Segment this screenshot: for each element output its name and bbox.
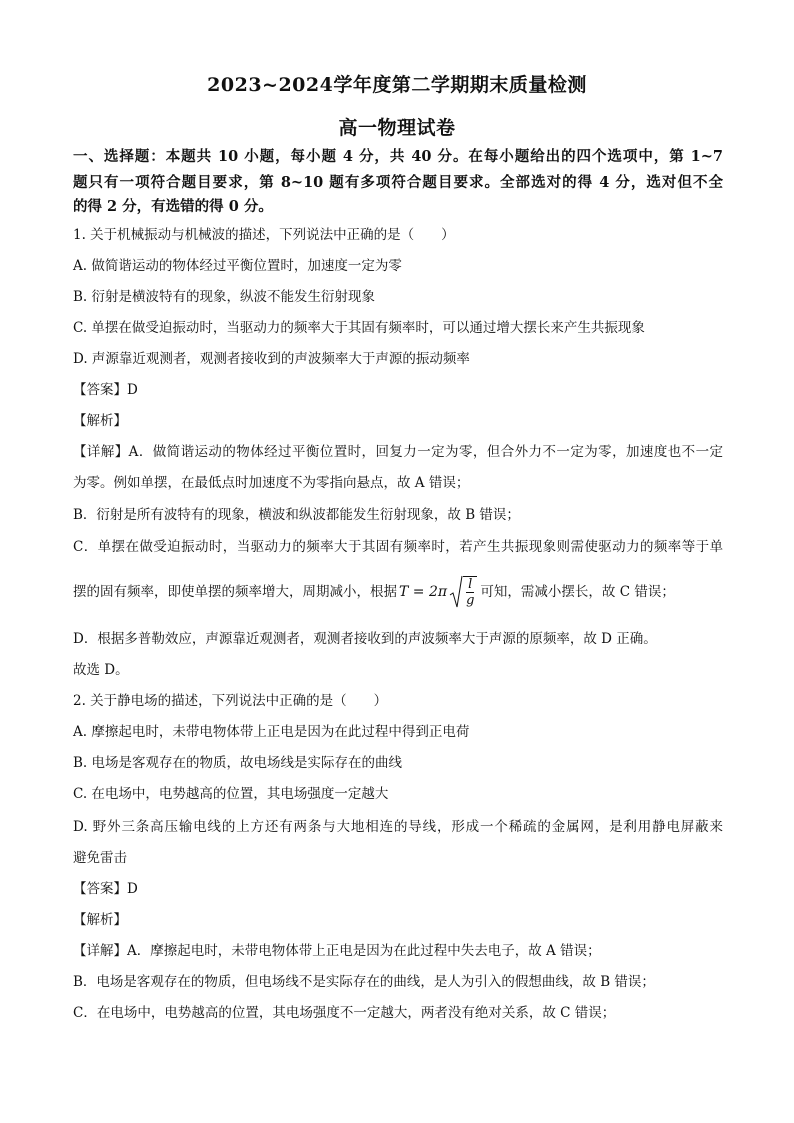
q1-formula-line (73, 575, 723, 609)
section-instructions-line-2: 题只有一项符合题目要求，第 8~10 题有多项符合题目要求。全部选对的得 4 分，选对但不全 (73, 174, 723, 191)
q1-detail-line-1: 【详解】A．做简谐运动的物体经过平衡位置时，回复力一定为零，但合外力不一定为零，加速度也不一定 (73, 444, 723, 460)
fraction-denominator: g (466, 593, 475, 608)
q2-option-d: D. 野外三条高压输电线的上方还有两条与大地相连的导线，形成一个稀疏的金属网，是利用静电屏蔽来 (73, 819, 723, 835)
q1-formula-suffix: 可知，需减小摆长，故 C 错误； (480, 584, 675, 600)
q2-analysis-label: 【解析】 (73, 912, 127, 928)
q1-formula-prefix: 摆的固有频率，即使单摆的频率增大，周期减小，根据 (73, 584, 397, 600)
fraction-numerator: l (468, 577, 473, 592)
q2-detail-line-1: 【详解】A．摩擦起电时，未带电物体带上正电是因为在此过程中失去电子，故 A 错误； (73, 943, 601, 959)
exam-title: 2023~2024学年度第二学期期末质量检测 (207, 74, 587, 96)
q1-conclusion: 故选 D。 (73, 662, 129, 678)
section-instructions-line-1: 一、选择题：本题共 10 小题，每小题 4 分，共 40 分。在每小题给出的四个选项中，第 1~7 (73, 148, 723, 165)
sqrt-expression (449, 575, 477, 609)
exam-subtitle: 高一物理试卷 (338, 117, 456, 139)
q2-option-a: A. 摩擦起电时，未带电物体带上正电是因为在此过程中得到正电荷 (73, 724, 470, 740)
q2-option-c: C. 在电场中，电势越高的位置，其电场强度一定越大 (73, 786, 389, 802)
sqrt-sign-icon (449, 575, 463, 609)
q2-stem: 2. 关于静电场的描述，下列说法中正确的是（ ） (73, 693, 388, 709)
q1-detail-line-2: 为零。例如单摆，在最低点时加速度不为零指向悬点，故 A 错误； (73, 475, 470, 491)
q1-detail-d: D．根据多普勒效应，声源靠近观测者，观测者接收到的声波频率大于声源的原频率，故 D 正确。 (73, 631, 657, 647)
period-formula (399, 583, 447, 601)
q1-answer: 【答案】D (73, 382, 138, 398)
q2-answer: 【答案】D (73, 881, 138, 897)
q1-option-a: A. 做简谐运动的物体经过平衡位置时，加速度一定为零 (73, 258, 402, 274)
q1-detail-line-3: B．衍射是所有波特有的现象，横波和纵波都能发生衍射现象，故 B 错误； (73, 507, 520, 523)
q1-analysis-label: 【解析】 (73, 413, 127, 429)
q2-option-d-cont: 避免雷击 (73, 850, 127, 866)
q2-option-b: B. 电场是客观存在的物质，故电场线是实际存在的曲线 (73, 755, 403, 771)
formula-t-part: T = 2π (399, 584, 448, 600)
fraction (463, 576, 477, 608)
q1-detail-line-4: C．单摆在做受迫振动时，当驱动力的频率大于其固有频率时，若产生共振现象则需使驱动力的频率等于单 (73, 539, 723, 555)
q2-detail-line-3: C．在电场中，电势越高的位置，其电场强度不一定越大，两者没有绝对关系，故 C 错误； (73, 1005, 616, 1021)
q1-option-c: C. 单摆在做受迫振动时，当驱动力的频率大于其固有频率时，可以通过增大摆长来产生共振现象 (73, 320, 645, 336)
q1-stem: 1. 关于机械振动与机械波的描述，下列说法中正确的是（ ） (73, 227, 455, 243)
q2-detail-line-2: B．电场是客观存在的物质，但电场线不是实际存在的曲线，是人为引入的假想曲线，故 B 错误； (73, 974, 655, 990)
section-instructions-line-3: 的得 2 分，有选错的得 0 分。 (73, 198, 273, 215)
q1-option-d: D. 声源靠近观测者，观测者接收到的声波频率大于声源的振动频率 (73, 351, 470, 367)
q1-option-b: B. 衍射是横波特有的现象，纵波不能发生衍射现象 (73, 289, 376, 305)
